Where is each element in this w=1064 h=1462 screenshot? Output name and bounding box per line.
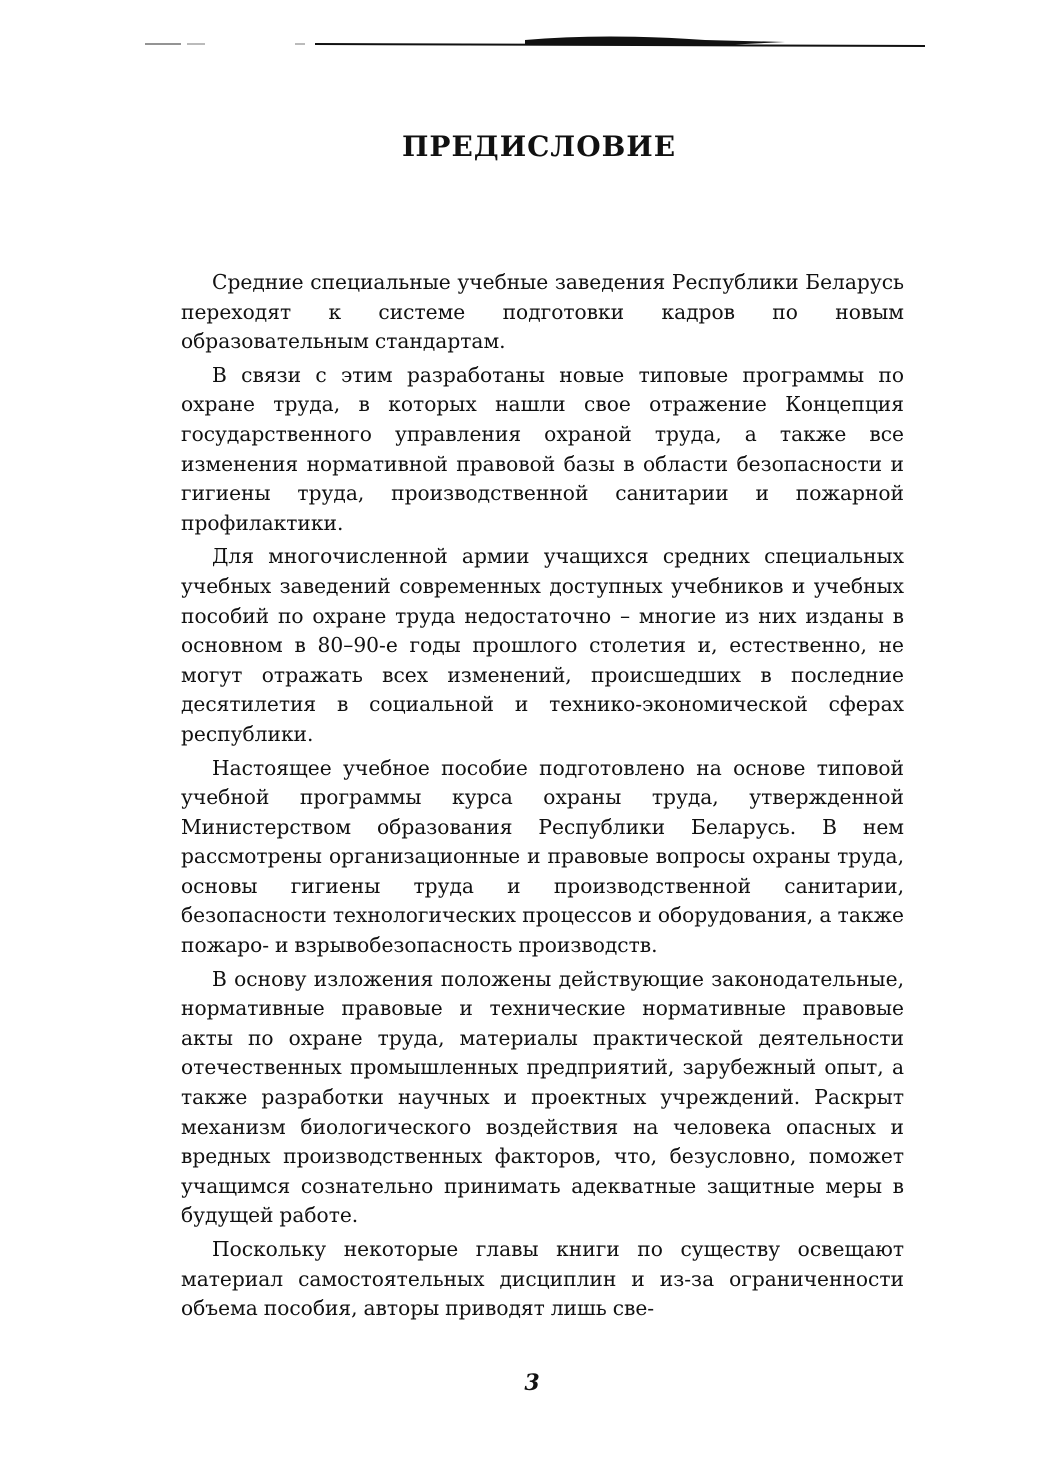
paragraph: В связи с этим разработаны новые типовые программы по охране труда, в которых нашли свое отражение Концепция государственного управления охраной труда, а также все изменения нормативной правовой базы в области безопасности и гигиены труда, производственной санитарии и пожарной профилактики. bbox=[181, 362, 904, 535]
page-number: 3 bbox=[524, 1370, 540, 1396]
paragraph: Средние специальные учебные заведения Республики Беларусь переходят к системе подготовки кадров по новым образовательным стандартам. bbox=[181, 270, 904, 354]
paragraph: Настоящее учебное пособие подготовлено на основе типовой учебной программы курса охраны труда, утвержденной Министерством образования Республики Беларусь. В нем рассмотрены организационные и правовые вопросы охраны труда, основы гигиены труда и производственной санитарии, безопасности технологических процессов и оборудования, а также пожаро- и взрывобезопасность производств. bbox=[181, 755, 904, 958]
paragraph: В основу изложения положены действующие законодательные, нормативные правовые и технические нормативные правовые акты по охране труда, материалы практической деятельности отечественных промышленных предприятий, зарубежный опыт, а также разработки научных и проектных учреждений. Раскрыт механизм биологического воздействия на человека опасных и вредных производственных факторов, что, безусловно, поможет учащимся сознательно принимать адекватные защитные меры в будущей работе. bbox=[181, 966, 904, 1228]
header-rule bbox=[145, 30, 925, 56]
paragraph: Поскольку некоторые главы книги по существу освещают материал самостоятельных дисциплин и из-за ограниченности объема пособия, авторы приводят лишь све- bbox=[181, 1237, 904, 1321]
page-heading: ПРЕДИСЛОВИЕ bbox=[401, 130, 677, 163]
body-text bbox=[181, 268, 904, 1328]
paragraph: Для многочисленной армии учащихся средних специальных учебных заведений современных доступных учебников и учебных пособий по охране труда недостаточно – многие из них изданы в основном в 80–90-е годы прошлого столетия и, естественно, не могут отражать всех изменений, происшедших в последние десятилетия в социальной и технико-экономической сферах республики. bbox=[181, 544, 904, 746]
